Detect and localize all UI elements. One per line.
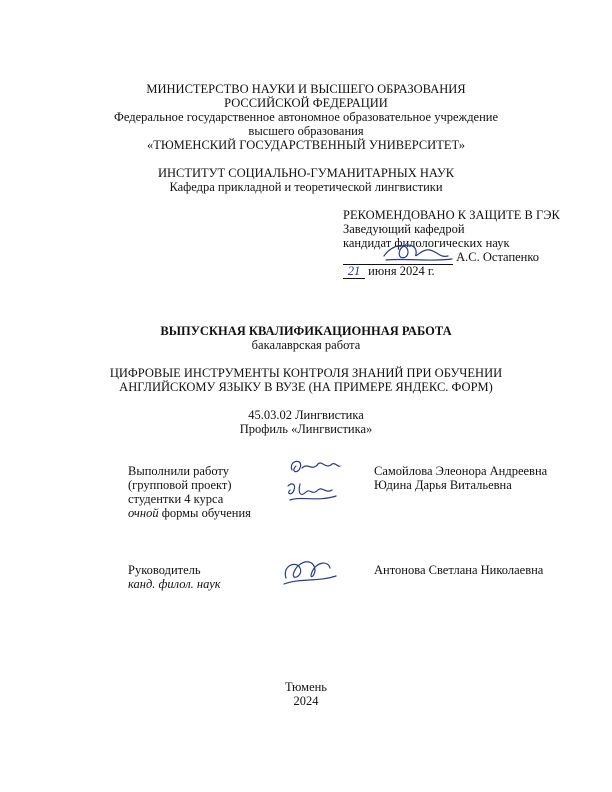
approval-degree: кандидат филологических наук bbox=[343, 236, 510, 250]
ministry-line-1: МИНИСТЕРСТВО НАУКИ И ВЫСШЕГО ОБРАЗОВАНИЯ bbox=[146, 82, 466, 96]
work-title-line-1: ЦИФРОВЫЕ ИНСТРУМЕНТЫ КОНТРОЛЯ ЗНАНИЙ ПРИ ОБУЧЕНИИ bbox=[109, 366, 503, 380]
profile: Профиль «Лингвистика» bbox=[239, 422, 373, 436]
work-subtype: бакалаврская работа bbox=[251, 338, 361, 352]
authors-label-1: Выполнили работу bbox=[128, 464, 229, 478]
city: Тюмень bbox=[284, 680, 328, 694]
authors-label-3: студентки 4 курса bbox=[128, 492, 224, 506]
work-type: ВЫПУСКНАЯ КВАЛИФИКАЦИОННАЯ РАБОТА bbox=[160, 324, 452, 338]
supervisor-signature-icon bbox=[278, 552, 340, 590]
approval-name: А.С. Остапенко bbox=[456, 250, 540, 264]
institution-type-line: Федеральное государственное автономное образовательное учреждение bbox=[113, 110, 499, 124]
supervisor-label: Руководитель bbox=[128, 563, 201, 577]
study-form-word: очной bbox=[128, 506, 159, 520]
approval-day: 21 bbox=[343, 264, 365, 279]
author-name-2: Юдина Дарья Витальевна bbox=[374, 478, 512, 492]
approval-date bbox=[343, 264, 435, 279]
head-signature-icon bbox=[378, 238, 458, 266]
approval-date-rest: июня 2024 г. bbox=[368, 264, 435, 278]
department-name: Кафедра прикладной и теоретической лингвистики bbox=[169, 180, 443, 194]
supervisor-degree: канд. филол. наук bbox=[128, 577, 221, 591]
ministry-line-2: РОССИЙСКОЙ ФЕДЕРАЦИИ bbox=[224, 96, 388, 110]
authors-signatures-icon bbox=[282, 456, 344, 506]
specialty: 45.03.02 Лингвистика bbox=[248, 408, 364, 422]
approval-position: Заведующий кафедрой bbox=[343, 222, 465, 236]
study-form-rest: формы обучения bbox=[158, 506, 251, 520]
work-title-line-2: АНГЛИЙСКОМУ ЯЗЫКУ В ВУЗЕ (НА ПРИМЕРЕ ЯНДЕКС. ФОРМ) bbox=[119, 380, 493, 394]
supervisor-name: Антонова Светлана Николаевна bbox=[374, 563, 544, 577]
authors-study-form bbox=[128, 506, 251, 520]
authors-label-2: (групповой проект) bbox=[128, 478, 232, 492]
approval-title: РЕКОМЕНДОВАНО К ЗАЩИТЕ В ГЭК bbox=[343, 208, 560, 222]
institute-name: ИНСТИТУТ СОЦИАЛЬНО-ГУМАНИТАРНЫХ НАУК bbox=[157, 166, 455, 180]
institution-level-line: высшего образования bbox=[248, 124, 364, 138]
author-name-1: Самойлова Элеонора Андреевна bbox=[374, 464, 548, 478]
university-name: «ТЮМЕНСКИЙ ГОСУДАРСТВЕННЫЙ УНИВЕРСИТЕТ» bbox=[146, 138, 466, 152]
year: 2024 bbox=[293, 694, 319, 708]
